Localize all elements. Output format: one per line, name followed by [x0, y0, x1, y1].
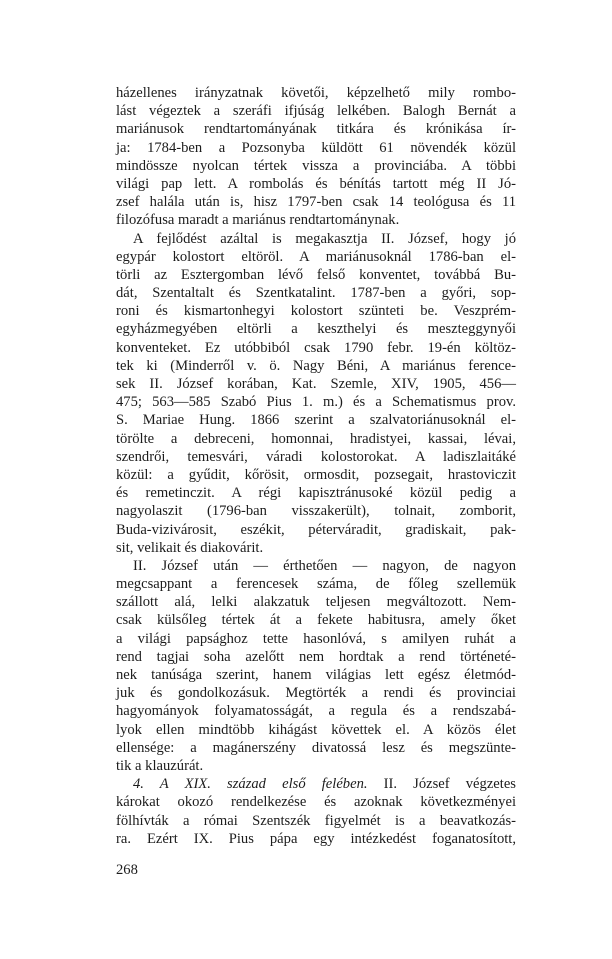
text-line: filozófusa maradt a mariánus rendtartománynak.: [116, 212, 400, 229]
text-line: roni és kismartonhegyi kolostort szünteti be. Veszprém-: [116, 303, 516, 320]
text-line: és remetinczit. A régi kapisztránusoké közül pedig a: [116, 485, 516, 502]
text-line: ra. Ezért IX. Pius pápa egy intézkedést foganatosított,: [116, 830, 516, 847]
text-line: fölhívták a római Szentszék figyelmét is a beavatkozás-: [116, 812, 516, 829]
text-line: nek tanúsága szerint, hanem világias lett egész életmód-: [116, 667, 516, 683]
text-line: II. József után — érthetően — nagyon, de nagyon: [133, 557, 516, 574]
text-line: tik a klauzúrát.: [116, 757, 204, 774]
text-line: A fejlődést azáltal is megakasztja II. József, hogy jó: [133, 230, 516, 247]
text-line: ellensége: a magánerszény divatossá lesz és megszünte-: [116, 739, 516, 756]
text-line: mariánusok rendtartományának titkára és krónikása ír-: [116, 121, 516, 138]
text-line: hagyományok folyamatosságát, a regula és a rendszabá-: [116, 703, 516, 720]
text-line: zsef halála után is, hisz 1797-ben csak 14 teológusa és 11: [116, 194, 516, 211]
text-line: mindössze nyolcan tértek vissza a provinciába. A többi: [116, 157, 516, 174]
text-line: lást végeztek a szeráfi ifjúság lelkében. Balogh Bernát a: [116, 103, 516, 120]
text-line: dát, Szentaltalt és Szentkatalint. 1787-ben a győri, sop-: [116, 285, 516, 302]
text-line: világi pap lett. A rombolás és bénítás tartott még II Jó-: [116, 175, 516, 192]
text-line: házellenes irányzatnak követői, képzelhető mily rombo-: [116, 85, 516, 101]
text-line: törölte a debreceni, homonnai, hradistyei, kassai, lévai,: [116, 430, 516, 447]
text-line: egypár kolostort eltöröl. A mariánusoknál 1786-ban el-: [116, 248, 516, 265]
text-line: egyházmegyében eltörli a keszthelyi és meszteggynyői: [116, 321, 516, 338]
text-line: sek II. József korában, Kat. Szemle, XIV, 1905, 456—: [116, 376, 516, 392]
text-line: megcsappant a ferencesek száma, de főleg szellemük: [116, 576, 516, 593]
text-line: törli az Esztergomban lévő felső konventet, továbbá Bu-: [116, 266, 516, 283]
text-line: a világi papsághoz tette hasonlóvá, s amilyen ruhát a: [116, 630, 516, 647]
page-number: 268: [116, 862, 138, 878]
text-line: ja: 1784-ben a Pozsonyba küldött 61 növendék közül: [116, 139, 516, 156]
text-line: nagyolaszit (1796-ban visszakerült), tolnait, zomborit,: [116, 503, 516, 520]
text-line: juk és gondolkozásuk. Megtörték a rendi és provinciai: [116, 685, 516, 702]
text-line: károkat okozó rendelkezése és azoknak következményei: [116, 794, 516, 811]
text-line: tek ki (Minderről v. ö. Nagy Béni, A mariánus ference-: [116, 357, 516, 374]
text-line: S. Mariae Hung. 1866 szerint a szalvatoriánusoknál el-: [116, 412, 516, 429]
text-line: sit, velikait és diakovárit.: [116, 539, 264, 556]
text-line: rend tagjai soha azelőtt nem hordtak a rend történeté-: [116, 648, 516, 665]
text-line: 475; 563—585 Szabó Pius 1. m.) és a Schematismus prov.: [116, 394, 516, 411]
text-line: Buda-vizivárosit, eszékit, péterváradit, gradiskait, pak-: [116, 521, 516, 538]
text-line: lyok ellen mindtöbb kihágást követtek el. A közös élet: [116, 721, 516, 738]
text-line: konventeket. Ez utóbbiból csak 1790 febr. 19-én költöz-: [116, 339, 516, 356]
body-text: [116, 84, 516, 848]
text-line: szendrői, temesvári, váradi kolostorokat. A ladiszlaitáké: [116, 448, 516, 465]
text-line: 4. A XIX. század első felében. II. József végzetes: [133, 776, 516, 793]
text-line: közül: a gyűdit, kőrösit, ormosdit, pozsegait, hrastoviczit: [116, 466, 516, 483]
text-line: csak külsőleg tértek át a fekete habitusra, amely őket: [116, 612, 516, 629]
text-line: szállott alá, lelki alakzatuk teljesen megváltozott. Nem-: [116, 594, 516, 611]
